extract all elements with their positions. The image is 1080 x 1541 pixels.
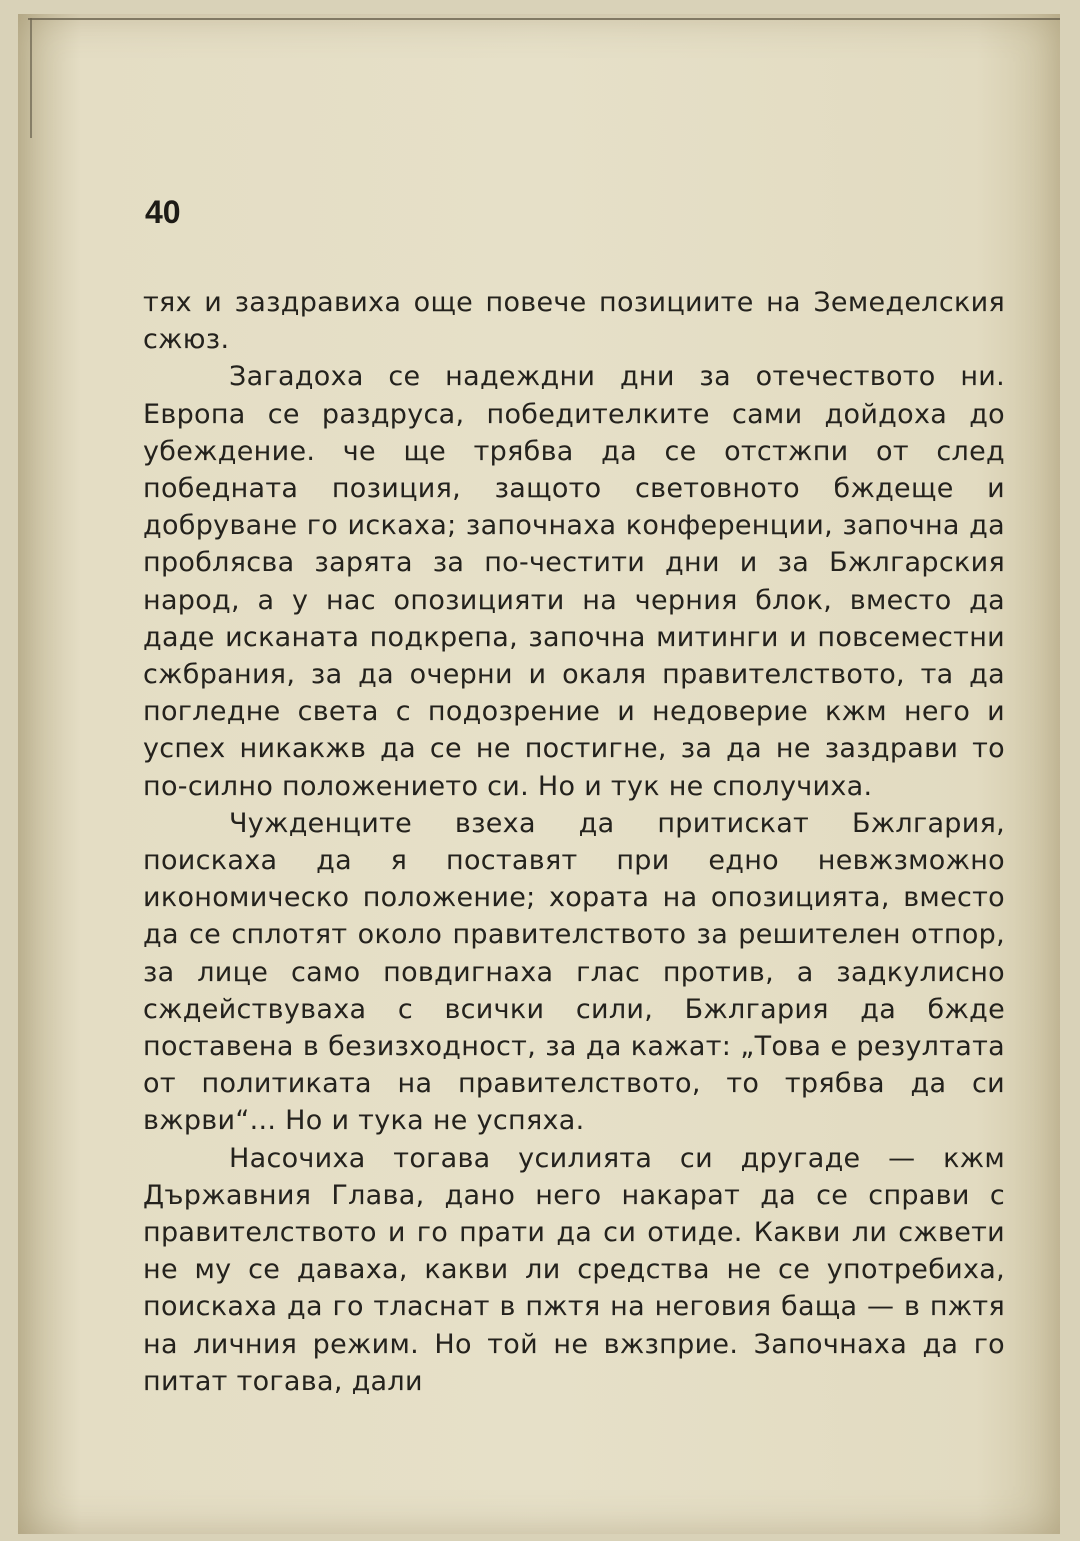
page-left-edge	[30, 18, 32, 138]
paragraph-3: Чужденците взеха да притискат Бжлгария, поискаха да я поставят при едно невжзможно икономическо положение; хората на опозицията, вместо да се сплотят около правителството за решителен отпор, за лице само повдигнаха глас против, а задкулисно сждействуваха с всички сили, Бжлгария да бжде поставена в безизходност, за да кажат: „Това е резултата от политиката на правителството, то трябва да си вжрви“... Но и тука не успяха.	[143, 807, 1005, 1137]
paragraph-1: тях и заздравиха още повече позициите на Земеделския сжюз.	[143, 287, 1005, 356]
paragraph-4: Насочиха тогава усилията си другаде — кжм Държавния Глава, дано него накарат да се справи с правителството и го прати да си отиде. Какви ли сжвети не му се даваха, какви ли средства не се употребиха, поискаха да го тласнат в пжтя на неговия баща — в пжтя на личния режим. Но той не вжзприе. Започнаха да го питат тогава, дали	[143, 1142, 1005, 1397]
page-top-edge	[28, 18, 1060, 20]
body-text	[143, 284, 1005, 1400]
page-number: 40	[145, 194, 181, 230]
paragraph-2: Загадоха се надеждни дни за отечеството ни. Европа се раздруса, победителките сами дойдоха до убеждение. че ще трябва да се отстжпи от след победната позиция, защото световното бждеще и добруване го искаха; започнаха конференции, започна да проблясва зарята за по-честити дни и за Бжлгарския народ, а у нас опозицияти на черния блок, вместо да даде исканата подкрепа, започна митинги и повсеместни сжбрания, за да очерни и окаля правителството, та да погледне света с подозрение и недоверие кжм него и успех никакжв да се не постигне, за да не заздрави то по-силно положението си. Но и тук не сполучиха.	[143, 361, 1005, 802]
